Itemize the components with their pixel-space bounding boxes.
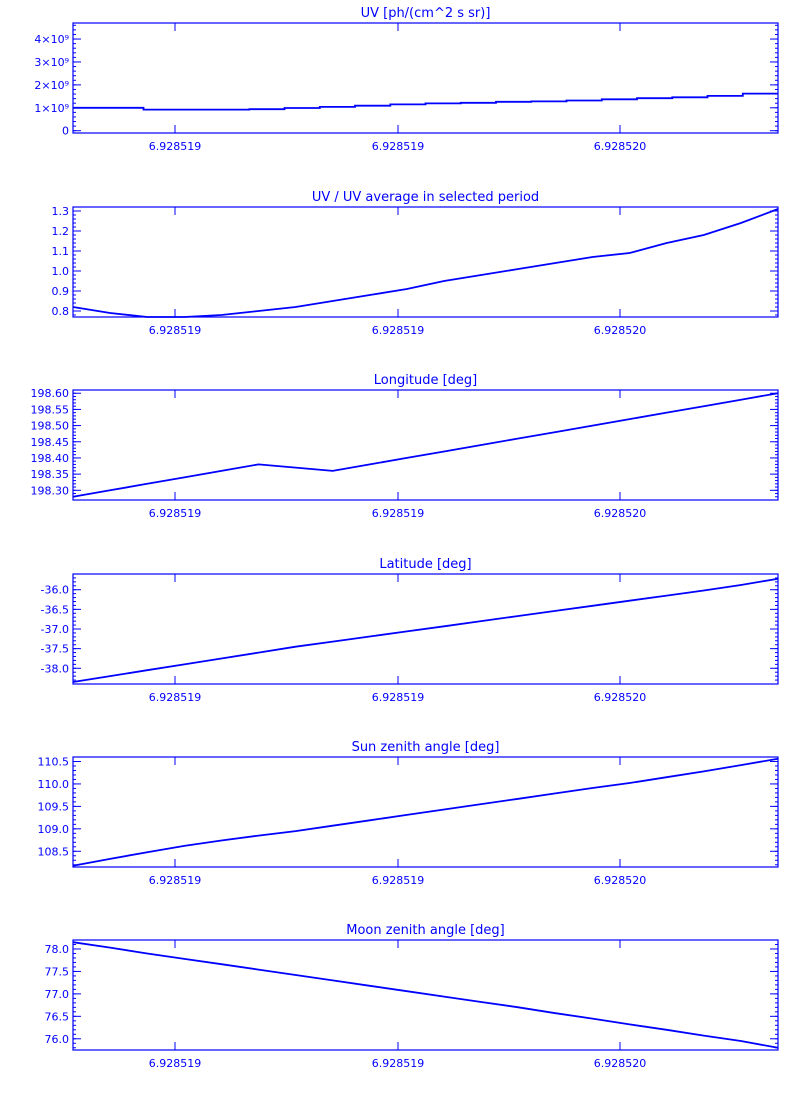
x-tick-label: 6.928519 xyxy=(371,1057,425,1070)
y-tick-label: 109.0 xyxy=(37,822,69,836)
y-tick-label: 1.3 xyxy=(51,205,69,218)
x-tick-label: 6.928519 xyxy=(148,1057,202,1070)
plot-frame xyxy=(73,940,778,1050)
y-tick-label: 4×10⁹ xyxy=(34,33,69,47)
x-tick-label: 6.928520 xyxy=(593,1057,647,1070)
x-tick-label: 6.928520 xyxy=(593,874,647,887)
x-tick-label: 6.928519 xyxy=(371,140,425,153)
x-tick-label: 6.928519 xyxy=(148,874,202,887)
series-line xyxy=(73,942,778,1048)
x-tick-label: 6.928520 xyxy=(593,507,647,520)
y-tick-label: -38.0 xyxy=(40,662,69,676)
y-tick-label: 1×10⁹ xyxy=(34,101,69,115)
y-tick-label: -36.5 xyxy=(40,603,69,617)
y-tick-label: 0.8 xyxy=(51,305,69,318)
y-tick-label: 110.0 xyxy=(37,777,69,791)
chart-title: UV [ph/(cm^2 s sr)] xyxy=(360,6,491,21)
x-tick-label: 6.928519 xyxy=(148,507,202,520)
y-tick-label: 1.2 xyxy=(51,225,69,238)
y-tick-label: 198.55 xyxy=(30,403,69,417)
chart-panel-2 xyxy=(52,190,779,337)
series-line xyxy=(73,209,778,317)
y-tick-label: 2×10⁹ xyxy=(34,78,69,92)
y-tick-label: 198.30 xyxy=(30,484,69,498)
y-tick-label: 198.60 xyxy=(30,387,69,401)
x-tick-label: 6.928520 xyxy=(593,324,647,337)
x-tick-label: 6.928519 xyxy=(371,874,425,887)
y-tick-label: -37.0 xyxy=(40,623,69,636)
x-tick-label: 6.928519 xyxy=(371,324,425,337)
x-tick-label: 6.928519 xyxy=(148,691,202,704)
plot-frame xyxy=(73,23,778,133)
chart-title: Latitude [deg] xyxy=(379,557,472,572)
x-tick-label: 6.928520 xyxy=(593,140,647,153)
y-tick-label: 198.50 xyxy=(30,419,69,433)
series-line xyxy=(73,393,778,497)
chart-title: UV / UV average in selected period xyxy=(311,190,540,205)
series-line xyxy=(73,579,778,682)
chart-title: Moon zenith angle [deg] xyxy=(346,923,505,938)
y-tick-label: -36.0 xyxy=(40,583,69,597)
y-tick-label: 77.5 xyxy=(44,965,69,979)
y-tick-label: 0.9 xyxy=(51,285,69,298)
plot-frame xyxy=(73,390,778,500)
x-tick-label: 6.928520 xyxy=(593,691,647,704)
series-line xyxy=(73,759,778,866)
y-tick-label: 1.1 xyxy=(51,245,69,258)
chart-panel-4 xyxy=(41,557,778,704)
x-tick-label: 6.928519 xyxy=(148,140,202,153)
series-line xyxy=(73,94,778,110)
chart-panel-5 xyxy=(38,740,779,887)
chart-panel-1 xyxy=(34,6,778,153)
y-tick-label: 76.5 xyxy=(44,1010,69,1024)
chart-title: Longitude [deg] xyxy=(373,373,478,388)
y-tick-label: 198.40 xyxy=(30,451,69,465)
y-tick-label: 109.5 xyxy=(37,800,69,814)
y-tick-label: 198.45 xyxy=(30,435,69,449)
chart-panel-6 xyxy=(45,923,779,1070)
chart-panel-3 xyxy=(31,373,779,520)
y-tick-label: 0 xyxy=(62,124,69,138)
y-tick-label: -37.5 xyxy=(40,642,69,656)
y-tick-label: 108.5 xyxy=(37,845,69,859)
chart-title: Sun zenith angle [deg] xyxy=(351,740,500,755)
y-tick-label: 1.0 xyxy=(51,265,69,278)
x-tick-label: 6.928519 xyxy=(371,691,425,704)
y-tick-label: 78.0 xyxy=(44,942,69,956)
y-tick-label: 198.35 xyxy=(30,468,69,482)
x-tick-label: 6.928519 xyxy=(148,324,202,337)
y-tick-label: 76.0 xyxy=(44,1032,69,1046)
plot-frame xyxy=(73,207,778,317)
y-tick-label: 77.0 xyxy=(44,987,69,1001)
y-tick-label: 3×10⁹ xyxy=(34,55,69,69)
x-tick-label: 6.928519 xyxy=(371,507,425,520)
y-tick-label: 110.5 xyxy=(37,755,69,769)
